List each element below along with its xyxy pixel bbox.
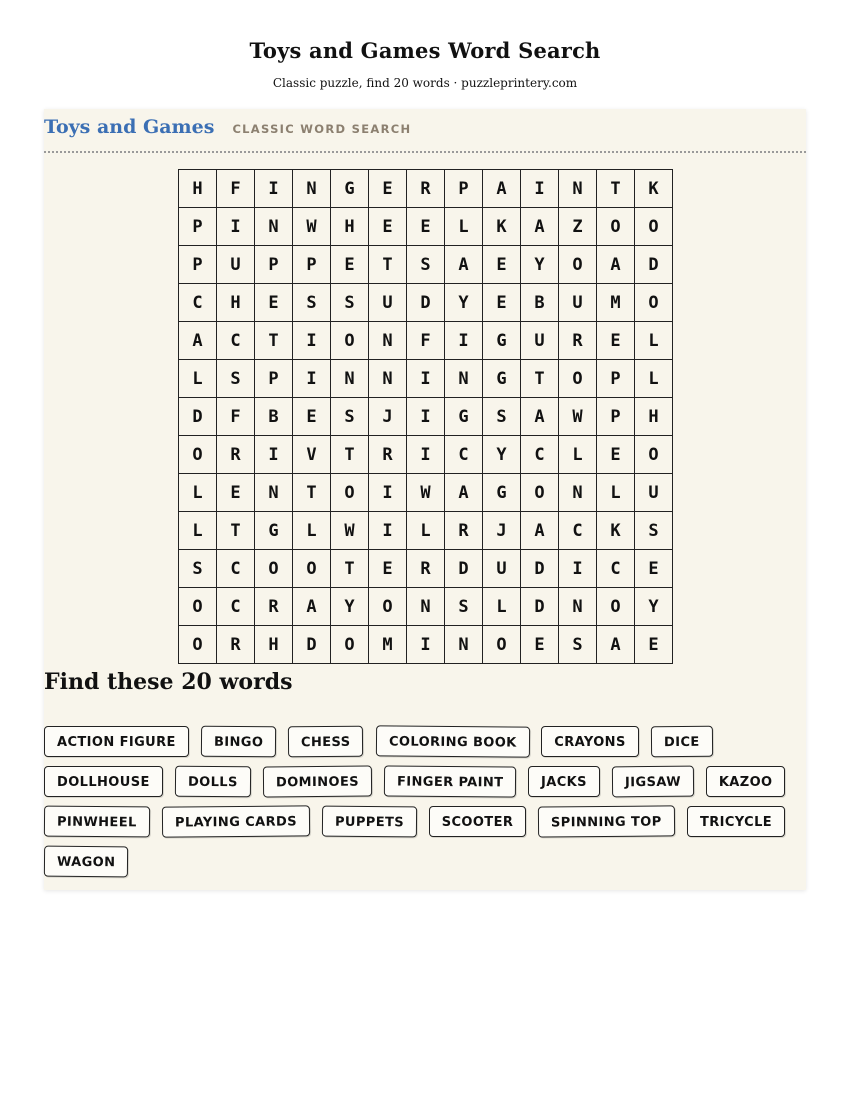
grid-cell[interactable]: O [559, 360, 597, 398]
grid-cell[interactable]: I [445, 322, 483, 360]
grid-cell[interactable]: S [179, 550, 217, 588]
grid-cell[interactable]: L [179, 360, 217, 398]
grid-cell[interactable]: N [559, 170, 597, 208]
grid-cell[interactable]: I [407, 398, 445, 436]
grid-cell[interactable]: H [179, 170, 217, 208]
grid-cell[interactable]: N [559, 588, 597, 626]
grid-cell[interactable]: S [483, 398, 521, 436]
grid-cell[interactable]: P [179, 208, 217, 246]
grid-cell[interactable]: T [369, 246, 407, 284]
grid-cell[interactable]: O [521, 474, 559, 512]
grid-cell[interactable]: U [483, 550, 521, 588]
grid-cell[interactable]: H [255, 626, 293, 664]
grid-cell[interactable]: E [369, 550, 407, 588]
grid-cell[interactable]: L [179, 512, 217, 550]
grid-cell[interactable]: E [597, 436, 635, 474]
grid-cell[interactable]: R [407, 170, 445, 208]
grid-cell[interactable]: W [559, 398, 597, 436]
grid-cell[interactable]: O [635, 436, 673, 474]
grid-cell[interactable]: Y [635, 588, 673, 626]
grid-cell[interactable]: N [331, 360, 369, 398]
grid-cell[interactable]: U [369, 284, 407, 322]
grid-cell[interactable]: I [293, 360, 331, 398]
grid-cell[interactable]: A [521, 208, 559, 246]
grid-cell[interactable]: K [635, 170, 673, 208]
grid-row [179, 170, 673, 208]
grid-cell[interactable]: T [255, 322, 293, 360]
grid-cell[interactable]: N [445, 626, 483, 664]
word-chip[interactable]: SCOOTER [429, 806, 527, 837]
grid-cell[interactable]: S [331, 284, 369, 322]
grid-cell[interactable]: Y [521, 246, 559, 284]
grid-cell[interactable]: U [635, 474, 673, 512]
grid-cell[interactable]: O [597, 208, 635, 246]
grid-cell[interactable]: K [483, 208, 521, 246]
grid-cell[interactable]: C [521, 436, 559, 474]
grid-cell[interactable]: O [293, 550, 331, 588]
word-chip[interactable]: CRAYONS [541, 726, 638, 757]
grid-cell[interactable]: N [407, 588, 445, 626]
grid-cell[interactable]: P [597, 360, 635, 398]
letter-grid-body [179, 170, 673, 664]
grid-cell[interactable]: T [217, 512, 255, 550]
grid-cell[interactable]: Z [559, 208, 597, 246]
grid-cell[interactable]: C [559, 512, 597, 550]
puzzle-kicker: CLASSIC WORD SEARCH [232, 122, 412, 136]
grid-cell[interactable]: S [331, 398, 369, 436]
grid-cell[interactable]: P [445, 170, 483, 208]
grid-row [179, 322, 673, 360]
grid-cell[interactable]: G [255, 512, 293, 550]
grid-cell[interactable]: W [407, 474, 445, 512]
word-chip[interactable]: KAZOO [706, 766, 786, 797]
grid-cell[interactable]: A [483, 170, 521, 208]
grid-cell[interactable]: D [179, 398, 217, 436]
grid-cell[interactable]: E [331, 246, 369, 284]
word-chip[interactable]: TRICYCLE [687, 806, 785, 837]
grid-cell[interactable]: L [597, 474, 635, 512]
grid-cell[interactable]: A [179, 322, 217, 360]
grid-cell[interactable]: L [445, 208, 483, 246]
grid-cell[interactable]: E [255, 284, 293, 322]
word-chip[interactable]: SPINNING TOP [538, 805, 675, 837]
grid-cell[interactable]: J [483, 512, 521, 550]
grid-cell[interactable]: U [217, 246, 255, 284]
grid-row [179, 550, 673, 588]
grid-cell[interactable]: T [521, 360, 559, 398]
grid-cell[interactable]: N [255, 208, 293, 246]
grid-cell[interactable]: R [217, 436, 255, 474]
grid-cell[interactable]: I [369, 512, 407, 550]
grid-cell[interactable]: H [217, 284, 255, 322]
page-header [0, 0, 850, 90]
grid-cell[interactable]: O [179, 588, 217, 626]
grid-cell[interactable]: F [217, 170, 255, 208]
grid-cell[interactable]: F [407, 322, 445, 360]
word-chip[interactable]: DOLLS [175, 766, 251, 798]
word-bank [44, 726, 814, 877]
grid-row [179, 626, 673, 664]
grid-cell[interactable]: R [445, 512, 483, 550]
grid-cell[interactable]: V [293, 436, 331, 474]
grid-cell[interactable]: L [407, 512, 445, 550]
grid-cell[interactable]: P [255, 246, 293, 284]
grid-cell[interactable]: C [217, 588, 255, 626]
grid-cell[interactable]: P [255, 360, 293, 398]
word-chip[interactable]: FINGER PAINT [383, 765, 516, 797]
grid-cell[interactable]: R [369, 436, 407, 474]
grid-cell[interactable]: D [521, 588, 559, 626]
grid-cell[interactable]: S [217, 360, 255, 398]
grid-cell[interactable]: K [597, 512, 635, 550]
grid-cell[interactable]: E [369, 208, 407, 246]
grid-cell[interactable]: L [179, 474, 217, 512]
grid-cell[interactable]: A [445, 474, 483, 512]
grid-cell[interactable]: H [331, 208, 369, 246]
grid-cell[interactable]: N [445, 360, 483, 398]
grid-cell[interactable]: T [331, 550, 369, 588]
grid-cell[interactable]: L [293, 512, 331, 550]
grid-cell[interactable]: E [369, 170, 407, 208]
grid-cell[interactable]: D [293, 626, 331, 664]
grid-cell[interactable]: A [293, 588, 331, 626]
grid-cell[interactable]: O [331, 474, 369, 512]
grid-cell[interactable]: T [293, 474, 331, 512]
grid-cell[interactable]: F [217, 398, 255, 436]
grid-cell[interactable]: P [179, 246, 217, 284]
grid-cell[interactable]: N [559, 474, 597, 512]
page-subtitle: Classic puzzle, find 20 words · puzzleprintery.com [272, 76, 578, 90]
grid-cell[interactable]: D [407, 284, 445, 322]
grid-cell[interactable]: E [483, 284, 521, 322]
grid-cell[interactable]: D [445, 550, 483, 588]
grid-cell[interactable]: D [521, 550, 559, 588]
puzzle-title: Toys and Games [44, 116, 215, 138]
grid-cell[interactable]: O [483, 626, 521, 664]
puzzle-card-header [44, 109, 806, 153]
grid-cell[interactable]: G [445, 398, 483, 436]
grid-cell[interactable]: E [293, 398, 331, 436]
grid-cell[interactable]: G [483, 360, 521, 398]
grid-row [179, 512, 673, 550]
grid-cell[interactable]: O [179, 436, 217, 474]
grid-cell[interactable]: O [255, 550, 293, 588]
word-chip[interactable]: BINGO [201, 726, 277, 758]
grid-cell[interactable]: E [407, 208, 445, 246]
grid-cell[interactable]: B [255, 398, 293, 436]
grid-cell[interactable]: I [407, 360, 445, 398]
grid-cell[interactable]: L [635, 322, 673, 360]
word-chip[interactable]: CHESS [288, 726, 364, 758]
grid-cell[interactable]: M [369, 626, 407, 664]
grid-cell[interactable]: W [331, 512, 369, 550]
grid-cell[interactable]: Y [483, 436, 521, 474]
grid-cell[interactable]: I [407, 626, 445, 664]
grid-cell[interactable]: I [293, 322, 331, 360]
grid-cell[interactable]: P [597, 398, 635, 436]
grid-cell[interactable]: D [635, 246, 673, 284]
grid-cell[interactable]: A [597, 246, 635, 284]
page-title: Toys and Games Word Search [249, 38, 601, 63]
grid-cell[interactable]: I [217, 208, 255, 246]
grid-cell[interactable]: R [407, 550, 445, 588]
grid-cell[interactable]: E [483, 246, 521, 284]
word-chip[interactable]: DOLLHOUSE [44, 766, 163, 797]
word-chip[interactable]: DICE [651, 726, 713, 758]
grid-cell[interactable]: E [217, 474, 255, 512]
word-chip[interactable]: ACTION FIGURE [44, 726, 189, 757]
grid-cell[interactable]: A [521, 512, 559, 550]
grid-cell[interactable]: O [635, 284, 673, 322]
grid-cell[interactable]: O [369, 588, 407, 626]
grid-cell[interactable]: N [369, 322, 407, 360]
grid-cell[interactable]: S [293, 284, 331, 322]
grid-cell[interactable]: C [217, 322, 255, 360]
grid-cell[interactable]: L [635, 360, 673, 398]
grid-row [179, 208, 673, 246]
word-chip[interactable]: DOMINOES [262, 766, 371, 798]
grid-row [179, 588, 673, 626]
grid-cell[interactable]: N [255, 474, 293, 512]
grid-cell[interactable]: O [331, 626, 369, 664]
grid-cell[interactable]: R [217, 626, 255, 664]
word-chip[interactable]: PLAYING CARDS [162, 805, 310, 837]
grid-cell[interactable]: T [597, 170, 635, 208]
grid-cell[interactable]: Y [331, 588, 369, 626]
grid-cell[interactable]: O [179, 626, 217, 664]
word-chip[interactable]: PUPPETS [322, 806, 417, 838]
grid-cell[interactable]: S [445, 588, 483, 626]
grid-cell[interactable]: N [369, 360, 407, 398]
grid-cell[interactable]: E [597, 322, 635, 360]
grid-row [179, 284, 673, 322]
grid-cell[interactable]: O [597, 588, 635, 626]
word-chip[interactable]: COLORING BOOK [375, 725, 529, 757]
letter-grid [178, 169, 673, 664]
grid-cell[interactable]: N [293, 170, 331, 208]
grid-cell[interactable]: B [521, 284, 559, 322]
grid-cell[interactable]: L [559, 436, 597, 474]
grid-row [179, 246, 673, 284]
grid-cell[interactable]: C [217, 550, 255, 588]
grid-cell[interactable]: W [293, 208, 331, 246]
grid-cell[interactable]: I [369, 474, 407, 512]
word-list-heading: Find these 20 words [44, 669, 293, 695]
grid-cell[interactable]: C [179, 284, 217, 322]
grid-cell[interactable]: C [597, 550, 635, 588]
grid-cell[interactable]: A [445, 246, 483, 284]
grid-cell[interactable]: A [597, 626, 635, 664]
grid-cell[interactable]: J [369, 398, 407, 436]
grid-cell[interactable]: P [293, 246, 331, 284]
grid-cell[interactable]: G [331, 170, 369, 208]
grid-cell[interactable]: C [445, 436, 483, 474]
grid-cell[interactable]: Y [445, 284, 483, 322]
grid-cell[interactable]: L [483, 588, 521, 626]
grid-cell[interactable]: E [521, 626, 559, 664]
grid-cell[interactable]: O [331, 322, 369, 360]
grid-cell[interactable]: O [635, 208, 673, 246]
grid-cell[interactable]: G [483, 474, 521, 512]
grid-row [179, 360, 673, 398]
grid-cell[interactable]: U [559, 284, 597, 322]
word-chip[interactable]: PINWHEEL [44, 806, 150, 838]
grid-cell[interactable]: E [635, 626, 673, 664]
grid-cell[interactable]: U [521, 322, 559, 360]
grid-cell[interactable]: A [521, 398, 559, 436]
grid-row [179, 398, 673, 436]
grid-cell[interactable]: I [521, 170, 559, 208]
grid-row [179, 436, 673, 474]
word-chip[interactable]: WAGON [44, 846, 129, 878]
grid-cell[interactable]: S [407, 246, 445, 284]
grid-cell[interactable]: I [407, 436, 445, 474]
grid-cell[interactable]: E [635, 550, 673, 588]
word-chip[interactable]: JIGSAW [612, 766, 694, 798]
grid-row [179, 474, 673, 512]
puzzle-card [44, 109, 806, 890]
grid-cell[interactable]: O [559, 246, 597, 284]
grid-cell[interactable]: R [255, 588, 293, 626]
grid-cell[interactable]: I [559, 550, 597, 588]
grid-cell[interactable]: I [255, 170, 293, 208]
grid-cell[interactable]: S [635, 512, 673, 550]
grid-cell[interactable]: R [559, 322, 597, 360]
grid-cell[interactable]: S [559, 626, 597, 664]
grid-cell[interactable]: G [483, 322, 521, 360]
grid-cell[interactable]: I [255, 436, 293, 474]
grid-cell[interactable]: T [331, 436, 369, 474]
grid-cell[interactable]: H [635, 398, 673, 436]
word-chip[interactable]: JACKS [528, 766, 600, 797]
grid-cell[interactable]: M [597, 284, 635, 322]
